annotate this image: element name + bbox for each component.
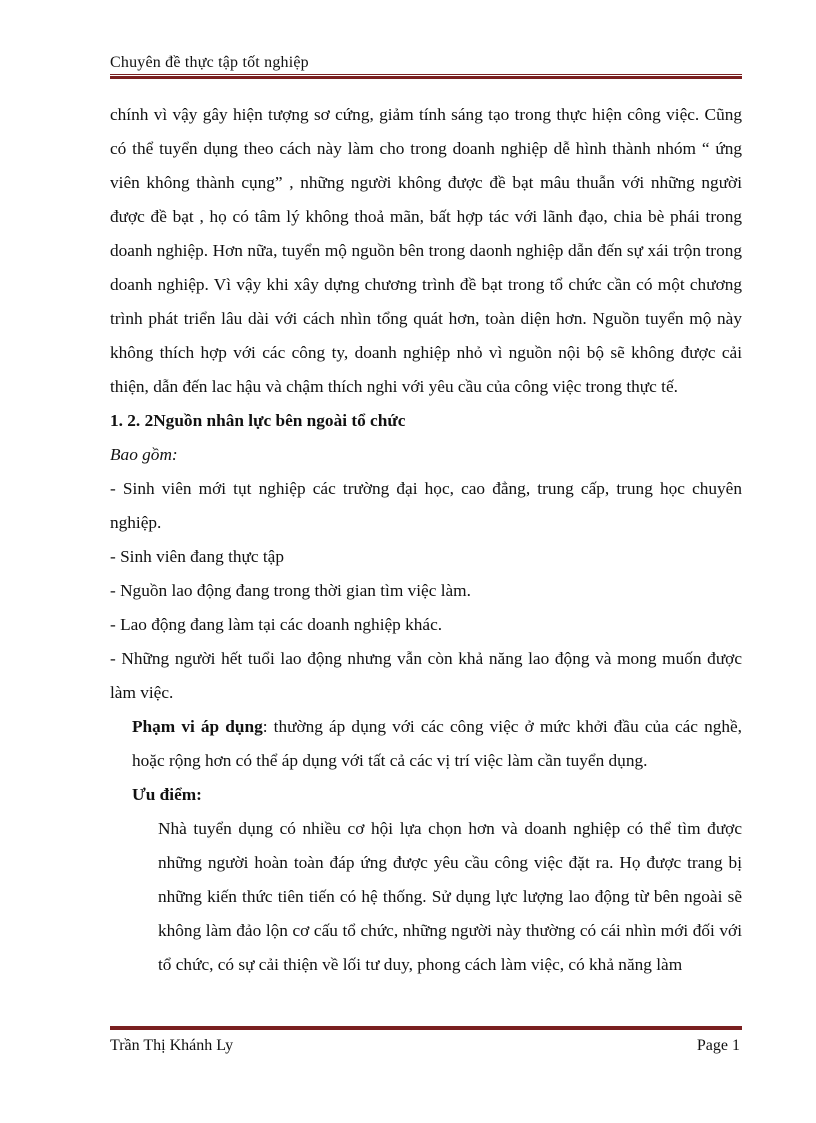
paragraph-1: chính vì vậy gây hiện tượng sơ cứng, giảm tính sáng tạo trong thực hiện công việc. Cũng có thể tuyển dụng theo cách này làm cho trong doanh nghiệp dễ hình thành nhóm “ ứng viên không thành cụng” , những người không được đề bạt mâu thuẫn với những người được đề bạt , họ có tâm lý không thoả mãn, bất hợp tác với lãnh đạo, chia bè phái trong doanh nghiệp. Hơn nữa, tuyển mộ nguồn bên trong daonh nghiệp dẫn đến sự xái trộn trong doanh nghiệp. Vì vậy khi xây dựng chương trình đề bạt trong tổ chức cần có một chương trình phát triển lâu dài với cách nhìn tổng quát hơn, toàn diện hơn. Nguồn tuyển mộ này không thích hợp với các công ty, doanh nghiệp nhỏ vì nguồn nội bộ sẽ không được cải thiện, dẫn đến lac hậu và chậm thích nghi với yêu cầu của công việc trong thực tế. bbox=[110, 105, 742, 396]
page-body bbox=[110, 98, 742, 982]
includes-label: Bao gồm: bbox=[110, 445, 178, 464]
footer-rule bbox=[110, 1025, 742, 1030]
list-item: - Nguồn lao động đang trong thời gian tìm việc làm. bbox=[110, 581, 471, 600]
header-title: Chuyên đề thực tập tốt nghiệp bbox=[110, 54, 309, 71]
scope-text: : thường áp dụng với các công việc ở mức khởi đầu của các nghề, hoặc rộng hơn có thể áp dụng với tất cả các vị trí việc làm cần tuyển dụng. bbox=[132, 717, 742, 770]
scope-paragraph bbox=[110, 710, 742, 778]
header-rule bbox=[110, 74, 742, 79]
footer-page-number: Page 1 bbox=[696, 1037, 740, 1054]
footer-author: Trần Thị Khánh Ly bbox=[110, 1037, 234, 1054]
scope-label: Phạm vi áp dụng bbox=[132, 717, 263, 736]
list-item: - Lao động đang làm tại các doanh nghiệp khác. bbox=[110, 615, 443, 634]
advantages-paragraph: Nhà tuyển dụng có nhiều cơ hội lựa chọn hơn và doanh nghiệp có thể tìm được những người hoàn toàn đáp ứng được yêu cầu công việc đặt ra. Họ được trang bị những kiến thức tiên tiến có hệ thống. Sử dụng lực lượng lao động từ bên ngoài sẽ không làm đảo lộn cơ cấu tổ chức, những người này thường có cái nhìn mới đối với tổ chức, có sự cải thiện về lối tư duy, phong cách làm việc, có khả năng làm bbox=[158, 819, 742, 974]
section-heading: 1. 2. 2Nguồn nhân lực bên ngoài tổ chức bbox=[110, 411, 406, 430]
advantages-label: Ưu điểm: bbox=[132, 785, 202, 804]
list-item: - Sinh viên mới tụt nghiệp các trường đại học, cao đẳng, trung cấp, trung học chuyên nghiệp. bbox=[110, 479, 742, 532]
list-item: - Những người hết tuổi lao động nhưng vẫn còn khả năng lao động và mong muốn được làm việc. bbox=[110, 649, 742, 702]
list-item: - Sinh viên đang thực tập bbox=[110, 547, 284, 566]
